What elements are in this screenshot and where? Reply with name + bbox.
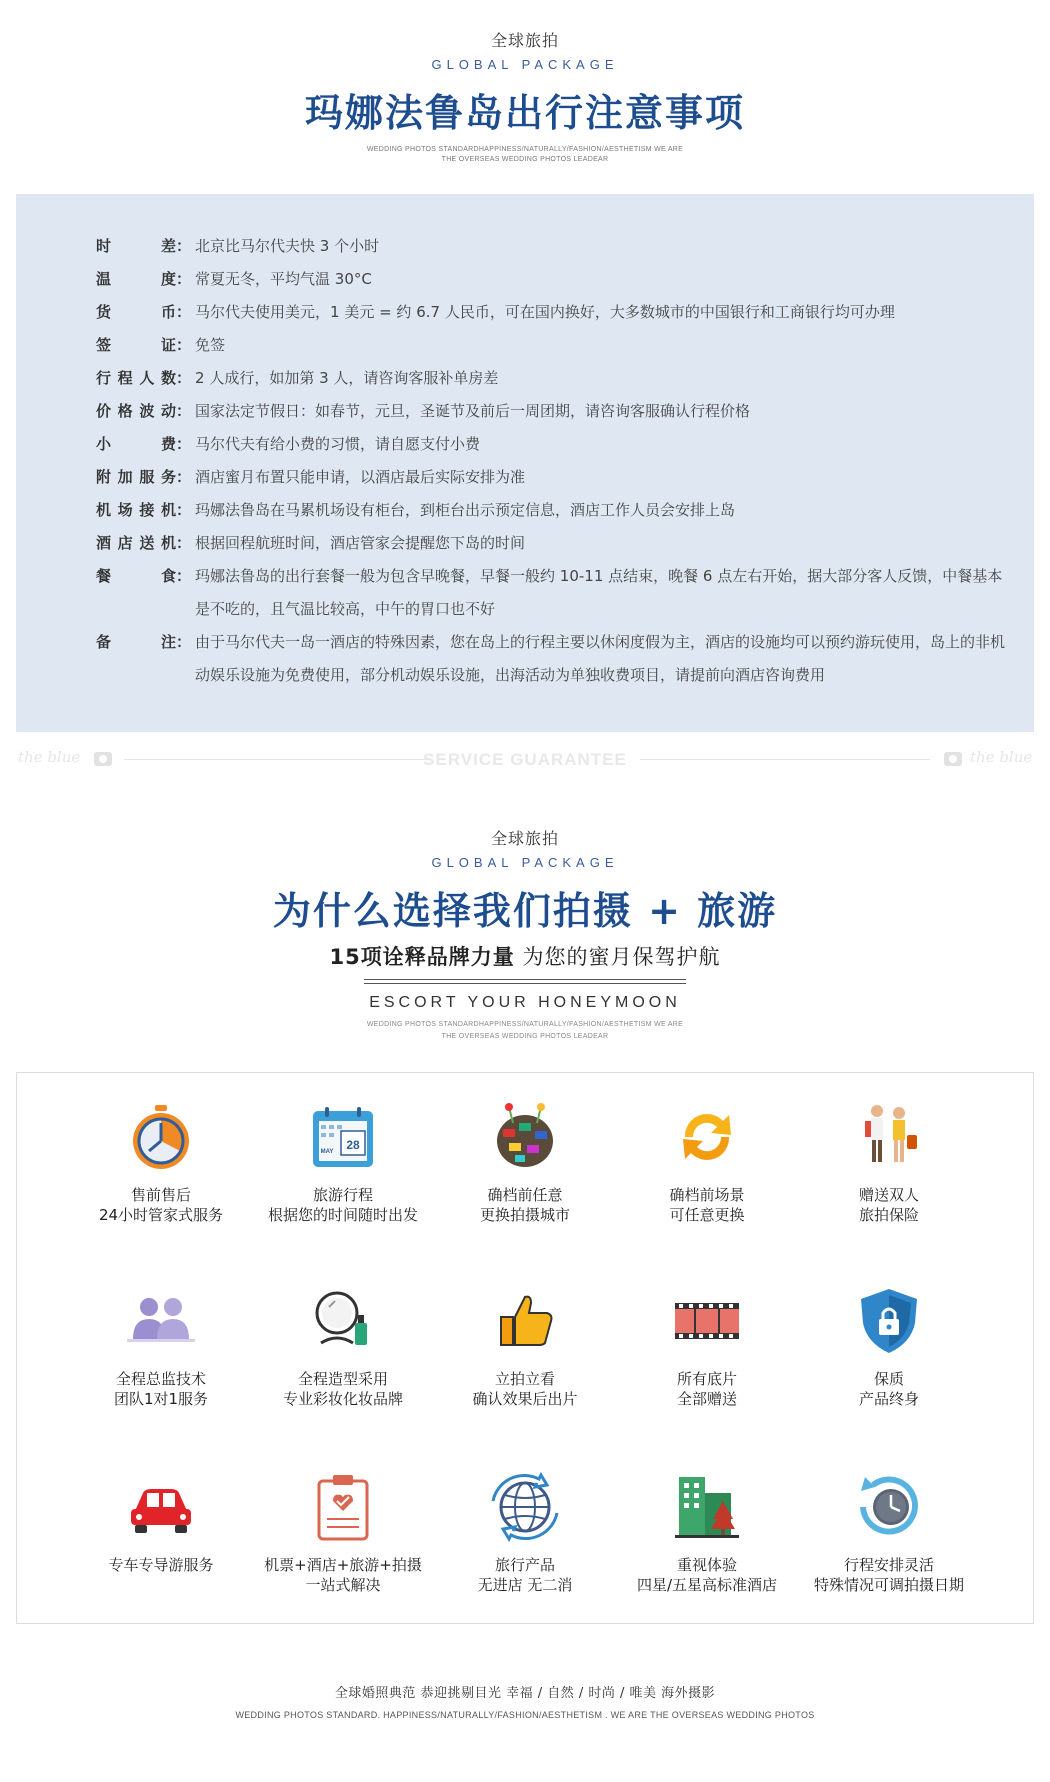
info-row-time-difference: 时差 ： 北京比马尔代夫快 3 个小时 bbox=[96, 230, 1006, 263]
thumbs-up-icon bbox=[489, 1285, 561, 1357]
calendar-icon bbox=[307, 1101, 379, 1173]
feature-line: 更换拍摄城市 bbox=[479, 1206, 570, 1224]
shield-lock-icon bbox=[853, 1285, 925, 1357]
feature-line: 机票+酒店+旅游+拍摄 bbox=[264, 1556, 422, 1574]
info-value: 根据回程航班时间，酒店管家会提醒您下岛的时间 bbox=[195, 534, 526, 552]
info-value: 马尔代夫有给小费的习惯，请自愿支付小费 bbox=[195, 435, 481, 453]
divider-script: the blue bbox=[970, 748, 1033, 766]
feature-line: 四星/五星高标准酒店 bbox=[636, 1576, 778, 1594]
feature-item bbox=[425, 1285, 625, 1409]
feature-line: 旅游行程 bbox=[312, 1186, 373, 1204]
info-row-airport-pickup: 机场接机 ： 玛娜法鲁岛在马累机场设有柜台，到柜台出示预定信息，酒店工作人员会安排上岛 bbox=[96, 494, 1006, 527]
info-value: 北京比马尔代夫快 3 个小时 bbox=[195, 237, 380, 255]
film-strip-icon bbox=[671, 1285, 743, 1357]
calendar-month: MAY bbox=[320, 1149, 334, 1155]
feature-line: 无进店 无二消 bbox=[477, 1576, 573, 1594]
info-label: 时差 bbox=[96, 237, 176, 255]
feature-line: 确认效果后出片 bbox=[472, 1390, 578, 1408]
info-label: 温度 bbox=[96, 270, 176, 288]
subtitle-rest: 为您的蜜月保驾护航 bbox=[514, 945, 721, 969]
info-row-price-fluctuation: 价格波动 ： 国家法定节假日：如春节，元旦，圣诞节及前后一周团期，请咨询客服确认行程价格 bbox=[96, 395, 1006, 428]
info-label: 签证 bbox=[96, 336, 176, 354]
info-value: 玛娜法鲁岛在马累机场设有柜台，到柜台出示预定信息，酒店工作人员会安排上岛 bbox=[195, 501, 736, 519]
feature-line: 旅行产品 bbox=[494, 1556, 555, 1574]
info-label: 备注 bbox=[96, 633, 176, 651]
car-icon bbox=[125, 1471, 197, 1543]
feature-line: 团队1对1服务 bbox=[113, 1390, 209, 1408]
features-grid bbox=[16, 1072, 1034, 1624]
why-us-header bbox=[0, 826, 1050, 1043]
info-label: 货币 bbox=[96, 303, 176, 321]
why-us-title: 为什么选择我们拍摄 + 旅游 bbox=[272, 889, 778, 933]
divider-script: the blue bbox=[18, 748, 81, 766]
info-value: 酒店蜜月布置只能申请，以酒店最后实际安排为准 bbox=[195, 468, 526, 486]
info-label: 小费 bbox=[96, 435, 176, 453]
info-label: 附加服务 bbox=[96, 468, 176, 486]
travel-notes-panel bbox=[16, 194, 1034, 732]
brand-label: 全球旅拍 bbox=[490, 31, 559, 50]
stopwatch-icon bbox=[125, 1101, 197, 1173]
slogan-line: WEDDING PHOTOS STANDARDHAPPINESS/NATURALLY/FASHION/AESTHETISM WE ARE bbox=[366, 146, 684, 153]
slogan-line: WEDDING PHOTOS STANDARDHAPPINESS/NATURALLY/FASHION/AESTHETISM WE ARE bbox=[366, 1021, 684, 1028]
feature-item bbox=[789, 1101, 989, 1225]
feature-line: 产品终身 bbox=[858, 1390, 919, 1408]
feature-item bbox=[61, 1285, 261, 1409]
info-row-remarks: 备注 ： 由于马尔代夫一岛一酒店的特殊因素，您在岛上的行程主要以休闲度假为主，酒店的设施均可以预约游玩使用，岛上的非机动娱乐设施为免费使用，部分机动娱乐设施，出海活动为单独收费项目，请提前向酒店咨询费用 bbox=[96, 626, 1006, 692]
info-row-extra-service: 附加服务 ： 酒店蜜月布置只能申请，以酒店最后实际安排为准 bbox=[96, 461, 1006, 494]
subtitle-bold: 15项诠释品牌力量 bbox=[329, 945, 515, 969]
slogan-line: THE OVERSEAS WEDDING PHOTOS LEADEAR bbox=[441, 156, 609, 163]
why-us-subtitle bbox=[0, 941, 1050, 971]
info-value: 2 人成行，如加第 3 人，请咨询客服补单房差 bbox=[195, 369, 499, 387]
info-label: 餐食 bbox=[96, 567, 176, 585]
feature-line: 专业彩妆化妆品牌 bbox=[282, 1390, 403, 1408]
brand-label-en: GLOBAL PACKAGE bbox=[431, 57, 619, 72]
feature-line: 所有底片 bbox=[676, 1370, 737, 1388]
info-row-group-size: 行程人数 ： 2 人成行，如加第 3 人，请咨询客服补单房差 bbox=[96, 362, 1006, 395]
feature-item bbox=[425, 1101, 625, 1225]
feature-line: 旅拍保险 bbox=[858, 1206, 919, 1224]
feature-item bbox=[61, 1101, 261, 1225]
escort-banner bbox=[364, 979, 686, 1012]
notes-title: 玛娜法鲁岛出行注意事项 bbox=[304, 91, 745, 135]
feature-line: 专车专导游服务 bbox=[108, 1556, 214, 1574]
slogan-line: THE OVERSEAS WEDDING PHOTOS LEADEAR bbox=[441, 1033, 609, 1040]
brand-label-en: GLOBAL PACKAGE bbox=[431, 855, 619, 870]
info-row-visa: 签证 ： 免签 bbox=[96, 329, 1006, 362]
feature-line: 全程总监技术 bbox=[115, 1370, 206, 1388]
feature-item bbox=[789, 1285, 989, 1409]
camera-icon bbox=[944, 752, 962, 766]
info-row-temperature: 温度 ： 常夏无冬，平均气温 30°C bbox=[96, 263, 1006, 296]
feature-line: 24小时管家式服务 bbox=[98, 1206, 224, 1224]
feature-line: 根据您的时间随时出发 bbox=[267, 1206, 418, 1224]
brand-label: 全球旅拍 bbox=[490, 829, 559, 848]
info-label: 价格波动 bbox=[96, 402, 176, 420]
clipboard-heart-icon bbox=[307, 1471, 379, 1543]
globe-arrows-icon bbox=[489, 1471, 561, 1543]
hotel-building-icon bbox=[671, 1471, 743, 1543]
slogan bbox=[0, 1019, 1050, 1043]
feature-line: 可任意更换 bbox=[669, 1206, 745, 1224]
feature-line: 重视体验 bbox=[676, 1556, 737, 1574]
feature-item bbox=[243, 1101, 443, 1225]
info-row-currency: 货币 ： 马尔代夫使用美元，1 美元 = 约 6.7 人民币，可在国内换好，大多数城市的中国银行和工商银行均可办理 bbox=[96, 296, 1006, 329]
info-label: 行程人数 bbox=[96, 369, 176, 387]
feature-line: 一站式解决 bbox=[305, 1576, 381, 1594]
feature-line: 赠送双人 bbox=[858, 1186, 919, 1204]
divider-line bbox=[640, 759, 930, 760]
info-value: 由于马尔代夫一岛一酒店的特殊因素，您在岛上的行程主要以休闲度假为主，酒店的设施均可以预约游玩使用，岛上的非机动娱乐设施为免费使用，部分机动娱乐设施，出海活动为单独收费项目，请提前向酒店咨询费用 bbox=[195, 633, 1006, 684]
feature-item bbox=[425, 1471, 625, 1595]
feature-item bbox=[607, 1101, 807, 1225]
feature-line: 全程造型采用 bbox=[297, 1370, 388, 1388]
escort-text: ESCORT YOUR HONEYMOON bbox=[364, 983, 686, 1012]
info-row-meals: 餐食 ： 玛娜法鲁岛的出行套餐一般为包含早晚餐，早餐一般约 10-11 点结束，晚餐 6 点左右开始，据大部分客人反馈，中餐基本是不吃的，且气温比较高，中午的胃口也不好 bbox=[96, 560, 1006, 626]
service-guarantee-divider bbox=[0, 744, 1050, 774]
info-value: 国家法定节假日：如春节，元旦，圣诞节及前后一周团期，请咨询客服确认行程价格 bbox=[195, 402, 751, 420]
footer-slogan-en: WEDDING PHOTOS STANDARD. HAPPINESS/NATURALLY/FASHION/AESTHETISM . WE ARE THE OVERSEAS WEDDING PHOTOS bbox=[235, 1710, 815, 1720]
info-row-hotel-dropoff: 酒店送机 ： 根据回程航班时间，酒店管家会提醒您下岛的时间 bbox=[96, 527, 1006, 560]
makeup-mirror-icon bbox=[307, 1285, 379, 1357]
refresh-arrows-icon bbox=[671, 1101, 743, 1173]
feature-item bbox=[607, 1471, 807, 1595]
feature-line: 保质 bbox=[873, 1370, 904, 1388]
feature-line: 全部赠送 bbox=[676, 1390, 737, 1408]
feature-item bbox=[789, 1471, 989, 1595]
divider-text: SERVICE GUARANTEE bbox=[423, 750, 627, 769]
feature-line: 立拍立看 bbox=[494, 1370, 555, 1388]
footer-slogan: 全球婚照典范 恭迎挑剔目光 幸福 / 自然 / 时尚 / 唯美 海外摄影 bbox=[334, 1686, 716, 1701]
world-flags-icon bbox=[489, 1101, 561, 1173]
feature-line: 确档前任意 bbox=[487, 1186, 563, 1204]
slogan bbox=[0, 145, 1050, 165]
team-icon bbox=[125, 1285, 197, 1357]
calendar-day: 28 bbox=[346, 1138, 360, 1152]
feature-line: 确档前场景 bbox=[669, 1186, 745, 1204]
notes-header bbox=[0, 28, 1050, 165]
feature-item bbox=[61, 1471, 261, 1575]
info-value: 玛娜法鲁岛的出行套餐一般为包含早晚餐，早餐一般约 10-11 点结束，晚餐 6 点左右开始，据大部分客人反馈，中餐基本是不吃的，且气温比较高，中午的胃口也不好 bbox=[195, 567, 1003, 618]
info-value: 常夏无冬，平均气温 30°C bbox=[195, 270, 372, 288]
feature-item bbox=[243, 1285, 443, 1409]
feature-line: 行程安排灵活 bbox=[843, 1556, 934, 1574]
feature-line: 售前售后 bbox=[130, 1186, 191, 1204]
info-value: 免签 bbox=[195, 336, 226, 354]
travel-couple-icon bbox=[853, 1101, 925, 1173]
feature-line: 特殊情况可调拍摄日期 bbox=[813, 1576, 964, 1594]
info-row-tips: 小费 ： 马尔代夫有给小费的习惯，请自愿支付小费 bbox=[96, 428, 1006, 461]
info-label: 酒店送机 bbox=[96, 534, 176, 552]
info-value: 马尔代夫使用美元，1 美元 = 约 6.7 人民币，可在国内换好，大多数城市的中国银行和工商银行均可办理 bbox=[195, 303, 895, 321]
clock-refresh-icon bbox=[853, 1471, 925, 1543]
feature-item bbox=[243, 1471, 443, 1595]
info-label: 机场接机 bbox=[96, 501, 176, 519]
feature-item bbox=[607, 1285, 807, 1409]
